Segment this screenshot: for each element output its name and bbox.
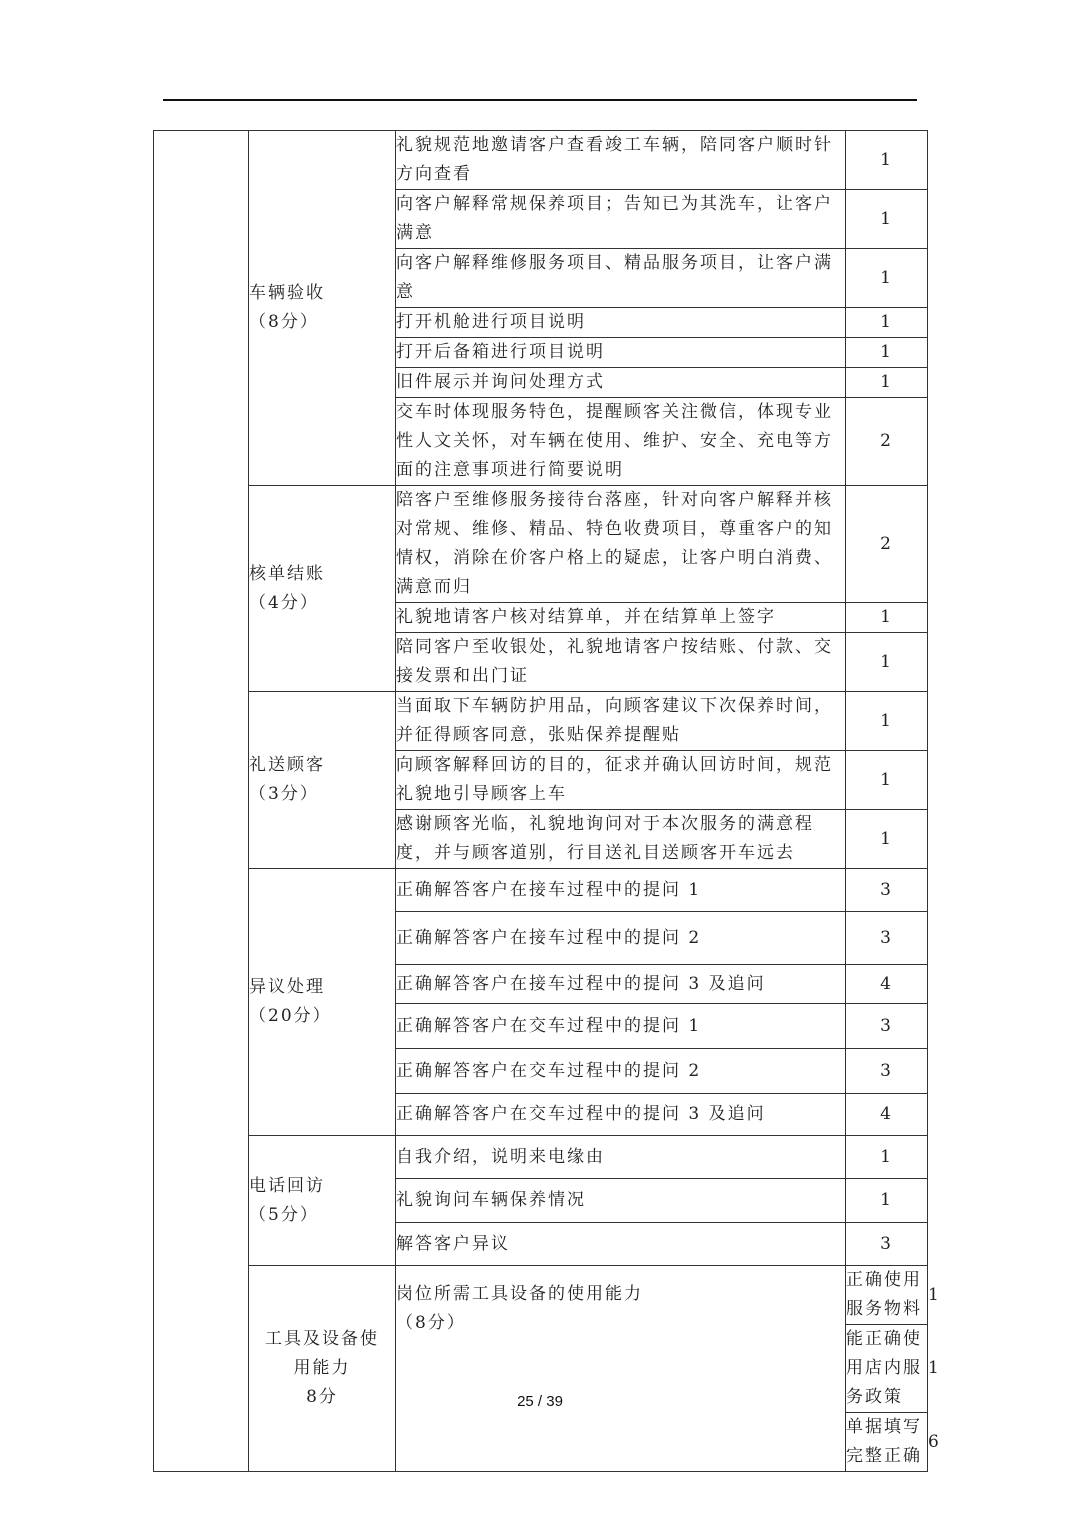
criterion-score: 1: [846, 810, 928, 869]
page-number: 25 / 39: [517, 1393, 563, 1410]
criterion-score: 1: [846, 633, 928, 692]
criterion-text: 正确解答客户在交车过程中的提问 2: [396, 1049, 846, 1094]
subcategory-cell: [396, 1266, 846, 1472]
category-cell-blank: [154, 131, 249, 1472]
criterion-text: 打开机舱进行项目说明: [396, 308, 846, 338]
criterion-score: 3: [846, 869, 928, 912]
criterion-score: 2: [846, 398, 928, 486]
criterion-text: 感谢顾客光临，礼貌地询问对于本次服务的满意程度，并与顾客道别，行目送礼目送顾客开车远去: [396, 810, 846, 869]
criterion-score: 1: [846, 1136, 928, 1179]
criterion-text: 向客户解释常规保养项目；告知已为其洗车，让客户满意: [396, 190, 846, 249]
criterion-score: 1: [846, 751, 928, 810]
table-row: 能正确使用店内服务政策 1: [154, 1325, 928, 1413]
criterion-text: 正确解答客户在接车过程中的提问 2: [396, 912, 846, 965]
subcategory-points: （20分）: [249, 1006, 332, 1026]
criterion-text: 礼貌规范地邀请客户查看竣工车辆，陪同客户顺时针方向查看: [396, 131, 846, 190]
category-points: 8分: [306, 1387, 338, 1407]
subcategory-name: 礼送顾客: [249, 755, 325, 775]
criterion-score: 1: [846, 190, 928, 249]
table-row: 工具及设备使用能力 8分 岗位所需工具设备的使用能力 （8分） 正确使用服务物料 1: [154, 1266, 928, 1325]
criterion-score: 4: [846, 965, 928, 1004]
criterion-text: 礼貌询问车辆保养情况: [396, 1179, 846, 1223]
criterion-score: 1: [846, 308, 928, 338]
scoring-table: [153, 130, 941, 1472]
table-row: 单据填写完整正确 6: [154, 1413, 928, 1472]
criterion-text: 自我介绍，说明来电缘由: [396, 1136, 846, 1179]
criterion-score: 3: [846, 912, 928, 965]
criterion-text: 正确使用服务物料: [846, 1266, 928, 1325]
criterion-score: 3: [846, 1223, 928, 1266]
subcategory-points: （8分）: [249, 312, 319, 332]
criterion-text: 单据填写完整正确: [846, 1413, 928, 1472]
criterion-score: 1: [846, 249, 928, 308]
table-row: [154, 486, 928, 603]
subcategory-points: （5分）: [249, 1204, 319, 1225]
subcategory-name: 车辆验收: [249, 283, 325, 303]
subcategory-points: （8分）: [396, 1313, 466, 1333]
subcategory-cell: [249, 486, 396, 692]
category-cell: [249, 1266, 396, 1472]
criterion-score: 1: [846, 692, 928, 751]
criterion-text: 正确解答客户在交车过程中的提问 3 及追问: [396, 1094, 846, 1136]
criterion-text: 能正确使用店内服务政策: [846, 1325, 928, 1413]
criterion-score: 3: [846, 1049, 928, 1094]
criterion-text: 打开后备箱进行项目说明: [396, 338, 846, 368]
subcategory-cell: [249, 692, 396, 869]
criterion-score: 1: [846, 1179, 928, 1223]
table-row: [154, 692, 928, 751]
criterion-score: 1: [846, 338, 928, 368]
subcategory-name: 异议处理: [249, 977, 325, 997]
criterion-score: 4: [846, 1094, 928, 1136]
criterion-text: 陪同客户至收银处，礼貌地请客户按结账、付款、交接发票和出门证: [396, 633, 846, 692]
criterion-text: 旧件展示并询问处理方式: [396, 368, 846, 398]
criterion-score: 1: [846, 368, 928, 398]
header-rule: [163, 99, 917, 101]
subcategory-cell: [249, 869, 396, 1136]
table-row: [154, 1136, 928, 1179]
subcategory-cell: [249, 131, 396, 486]
criterion-text: 正确解答客户在交车过程中的提问 1: [396, 1004, 846, 1049]
subcategory-points: （3分）: [249, 784, 319, 804]
criterion-text: 陪客户至维修服务接待台落座，针对向客户解释并核对常规、维修、精品、特色收费项目，尊重客户的知情权，消除在价客户格上的疑虑，让客户明白消费、满意而归: [396, 486, 846, 603]
criterion-text: 解答客户异议: [396, 1223, 846, 1266]
criterion-text: 正确解答客户在接车过程中的提问 3 及追问: [396, 965, 846, 1004]
criterion-score: 3: [846, 1004, 928, 1049]
criterion-score: 2: [846, 486, 928, 603]
subcategory-name: 电话回访: [249, 1175, 325, 1196]
criterion-score: 1: [846, 603, 928, 633]
subcategory-name: 岗位所需工具设备的使用能力: [396, 1284, 643, 1304]
subcategory-points: （4分）: [249, 592, 319, 613]
subcategory-cell: [249, 1136, 396, 1266]
criterion-text: 正确解答客户在接车过程中的提问 1: [396, 869, 846, 912]
criterion-score: 1: [846, 131, 928, 190]
table-row: [154, 869, 928, 912]
table-row: [154, 131, 928, 190]
criterion-text: 交车时体现服务特色，提醒顾客关注微信，体现专业性人文关怀，对车辆在使用、维护、安全、充电等方面的注意事项进行简要说明: [396, 398, 846, 486]
criterion-text: 向客户解释维修服务项目、精品服务项目，让客户满意: [396, 249, 846, 308]
category-name: 工具及设备使用能力: [265, 1329, 379, 1378]
criterion-text: 礼貌地请客户核对结算单，并在结算单上签字: [396, 603, 846, 633]
criterion-text: 当面取下车辆防护用品，向顾客建议下次保养时间，并征得顾客同意，张贴保养提醒贴: [396, 692, 846, 751]
criterion-text: 向顾客解释回访的目的，征求并确认回访时间，规范礼貌地引导顾客上车: [396, 751, 846, 810]
subcategory-name: 核单结账: [249, 563, 325, 584]
